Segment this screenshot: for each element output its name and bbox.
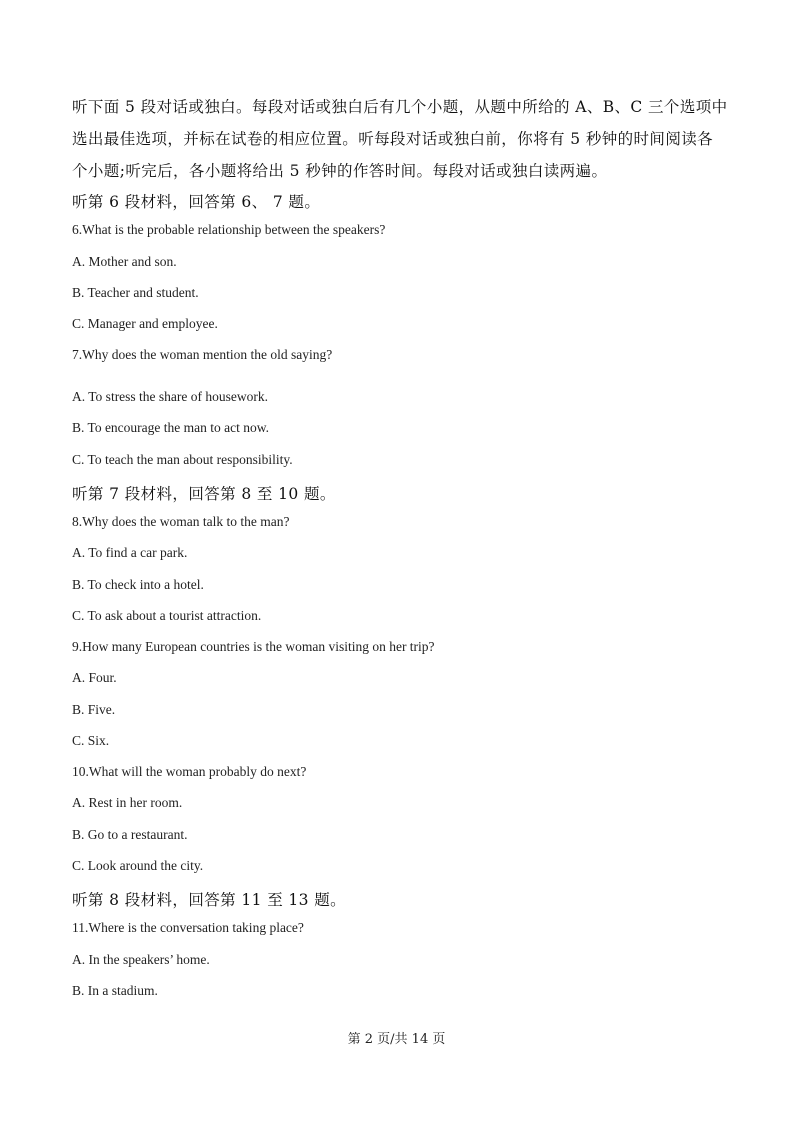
answer-option: C. To ask about a tourist attraction. <box>72 608 262 623</box>
section-heading: 听第 8 段材料，回答第 11 至 13 题。 <box>72 891 347 909</box>
section-heading: 听第 6 段材料，回答第 6、 7 题。 <box>72 193 321 211</box>
instructions-line-3: 个小题;听完后，各小题将给出 5 秒钟的作答时间。每段对话或独白读两遍。 <box>72 162 608 180</box>
answer-option: C. Look around the city. <box>72 858 204 873</box>
answer-option: A. To find a car park. <box>72 545 188 560</box>
question-stem: 11.Where is the conversation taking place? <box>72 920 304 935</box>
answer-option: C. Six. <box>72 733 110 748</box>
answer-option: B. Go to a restaurant. <box>72 827 188 842</box>
answer-option: A. Mother and son. <box>72 254 177 269</box>
question-stem: 6.What is the probable relationship between the speakers? <box>72 222 386 237</box>
answer-option: B. To encourage the man to act now. <box>72 420 269 435</box>
instructions-line-2: 选出最佳选项，并标在试卷的相应位置。听每段对话或独白前，你将有 5 秒钟的时间阅读各 <box>72 130 714 148</box>
answer-option: A. To stress the share of housework. <box>72 389 269 404</box>
question-stem: 9.How many European countries is the woman visiting on her trip? <box>72 639 435 654</box>
answer-option: B. To check into a hotel. <box>72 577 204 592</box>
answer-option: A. In the speakers’ home. <box>72 952 210 967</box>
section-heading: 听第 7 段材料，回答第 8 至 10 题。 <box>72 485 336 503</box>
instructions-line-1: 听下面 5 段对话或独白。每段对话或独白后有几个小题，从题中所给的 A、B、C 三个选项中 <box>72 98 728 116</box>
answer-option: B. Five. <box>72 702 116 717</box>
answer-option: B. Teacher and student. <box>72 285 199 300</box>
answer-option: B. In a stadium. <box>72 983 158 998</box>
page-footer: 第 2 页/共 14 页 <box>347 1032 446 1047</box>
answer-option: C. Manager and employee. <box>72 316 218 331</box>
question-stem: 7.Why does the woman mention the old saying? <box>72 347 333 362</box>
answer-option: C. To teach the man about responsibility. <box>72 452 293 467</box>
answer-option: A. Four. <box>72 670 117 685</box>
answer-option: A. Rest in her room. <box>72 795 183 810</box>
question-stem: 10.What will the woman probably do next? <box>72 764 307 779</box>
question-stem: 8.Why does the woman talk to the man? <box>72 514 290 529</box>
